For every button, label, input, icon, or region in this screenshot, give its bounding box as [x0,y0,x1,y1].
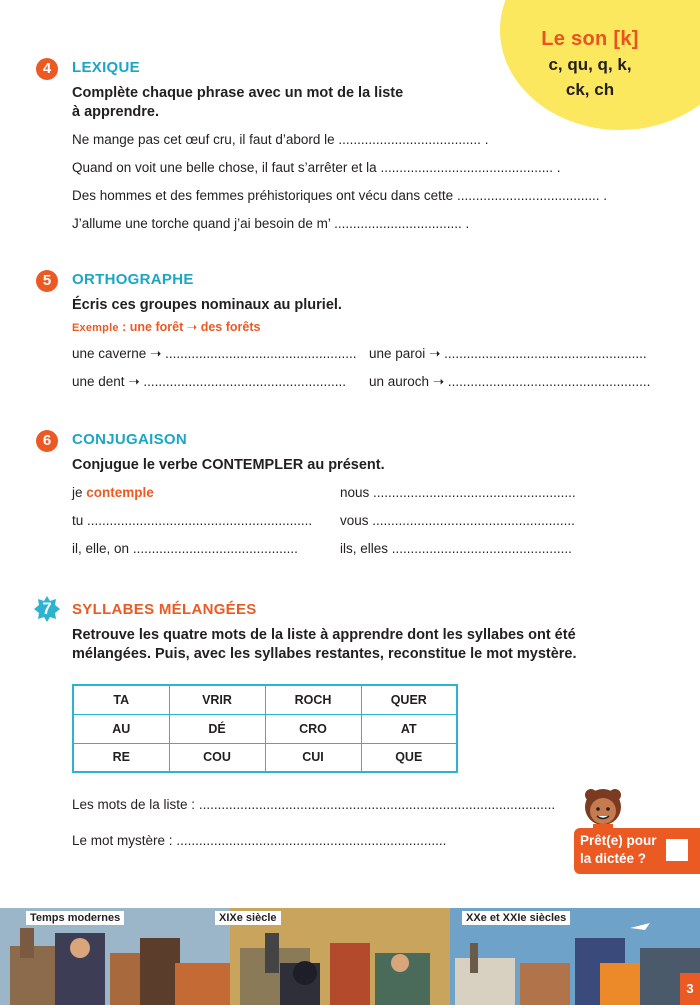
exercise-instruction: Conjugue le verbe CONTEMPLER au présent. [72,457,385,473]
exercise-syllabes [36,600,660,860]
plural-item-4: un auroch ➝ ...................................................... [369,374,651,389]
answer-blank[interactable]: ...................................................... [143,374,346,389]
sound-spellings-2: ck, ch [565,80,615,99]
ready-checkbox[interactable] [666,839,688,861]
syllable-grid [72,684,458,773]
answer-blank[interactable]: ...................................................... [372,513,575,528]
answer-blank[interactable]: ...................................... [456,188,600,203]
syllable-cell: RE [73,743,169,772]
girl-face-icon [581,787,625,833]
answer-blank[interactable]: ...................................................... [447,374,651,389]
syllable-cell: DÉ [169,714,265,743]
dictation-ready-badge [574,828,700,874]
syllable-cell: AU [73,714,169,743]
exercise-heading: CONJUGAISON [72,431,187,448]
answer-blank[interactable]: ...................................... [338,132,481,147]
syllable-cell: ROCH [265,685,361,714]
answer-blank[interactable]: ............................................................................................... [198,797,556,812]
exercise-orthographe [36,270,660,400]
badge-text: Prêt(e) pour la dictée ? [580,833,657,866]
conj-je: je contemple [72,485,154,500]
answer-blank[interactable]: .............................................. [380,160,553,175]
exercise-instruction: Écris ces groupes nominaux au pluriel. [72,297,342,313]
sound-spellings-1: c, qu, q, k, [548,55,632,74]
syllable-cell: COU [169,743,265,772]
answer-mystery-line: Le mot mystère : ........................................................................ [72,833,447,848]
conj-nous: nous ...................................................... [340,485,576,500]
answer-blank[interactable]: ........................................................................ [176,833,447,848]
syllable-cell: QUE [361,743,457,772]
plural-item-2: une paroi ➝ ...................................................... [369,346,647,361]
conj-vous: vous ...................................................... [340,513,575,528]
table-row [73,685,457,714]
exercise-number: 4 [36,58,58,80]
table-row [73,714,457,743]
answer-blank[interactable]: ................................................... [165,346,357,361]
syllable-cell: QUER [361,685,457,714]
exercise-heading: ORTHOGRAPHE [72,271,194,288]
exercise-lexique [36,58,660,238]
era-label-19th: XIXe siècle [215,911,281,925]
exercise-heading: SYLLABES MÉLANGÉES [72,601,257,618]
answer-words-line: Les mots de la liste : ............................................................................................... [72,797,556,812]
answer-blank[interactable]: ............................................................ [87,513,313,528]
answer-blank[interactable]: ...................................................... [373,485,576,500]
sentence-2: Quand on voit une belle chose, il faut s’arrêter et la .............................................. . [72,160,561,175]
answer-blank[interactable]: .................................. [334,216,462,231]
history-timeline-banner [0,908,700,1005]
exercise-number: 6 [36,430,58,452]
conj-ils: ils, elles ................................................ [340,541,572,556]
exercise-number: 5 [36,270,58,292]
sound-title: Le son [k] [541,28,639,50]
syllable-cell: AT [361,714,457,743]
syllable-cell: VRIR [169,685,265,714]
exercise-heading: LEXIQUE [72,59,140,76]
era-label-20th-21st: XXe et XXIe siècles [462,911,570,925]
exercise-conjugaison [36,430,660,560]
conj-il: il, elle, on ............................................ [72,541,298,556]
sentence-1: Ne mange pas cet œuf cru, il faut d’abord le ...................................... . [72,132,489,147]
answer-blank[interactable]: ...................................................... [444,346,647,361]
sentence-3: Des hommes et des femmes préhistoriques ont vécu dans cette ...................................... . [72,188,608,203]
syllable-cell: CUI [265,743,361,772]
syllable-cell: TA [73,685,169,714]
exercise-instruction: Retrouve les quatre mots de la liste à apprendre dont les syllabes ont été mélangées. Puis, avec les syllabes restantes, reconstitue le mot mystère. [72,627,577,662]
example: Exemple : une forêt ➝ des forêts [72,320,261,334]
plural-item-3: une dent ➝ ...................................................... [72,374,346,389]
exercise-number-star: 7 [34,596,60,622]
sentence-4: J’allume une torche quand j’ai besoin de m’ .................................. . [72,216,470,231]
table-row [73,743,457,772]
page-number: 3 [680,973,700,1005]
era-label-modern: Temps modernes [26,911,124,925]
exercise-instruction: Complète chaque phrase avec un mot de la liste à apprendre. [72,85,404,120]
conj-tu: tu ............................................................ [72,513,313,528]
answer-blank[interactable]: ................................................ [391,541,572,556]
syllable-cell: CRO [265,714,361,743]
plural-item-1: une caverne ➝ ................................................... [72,346,357,361]
answer-blank[interactable]: ............................................ [132,541,298,556]
